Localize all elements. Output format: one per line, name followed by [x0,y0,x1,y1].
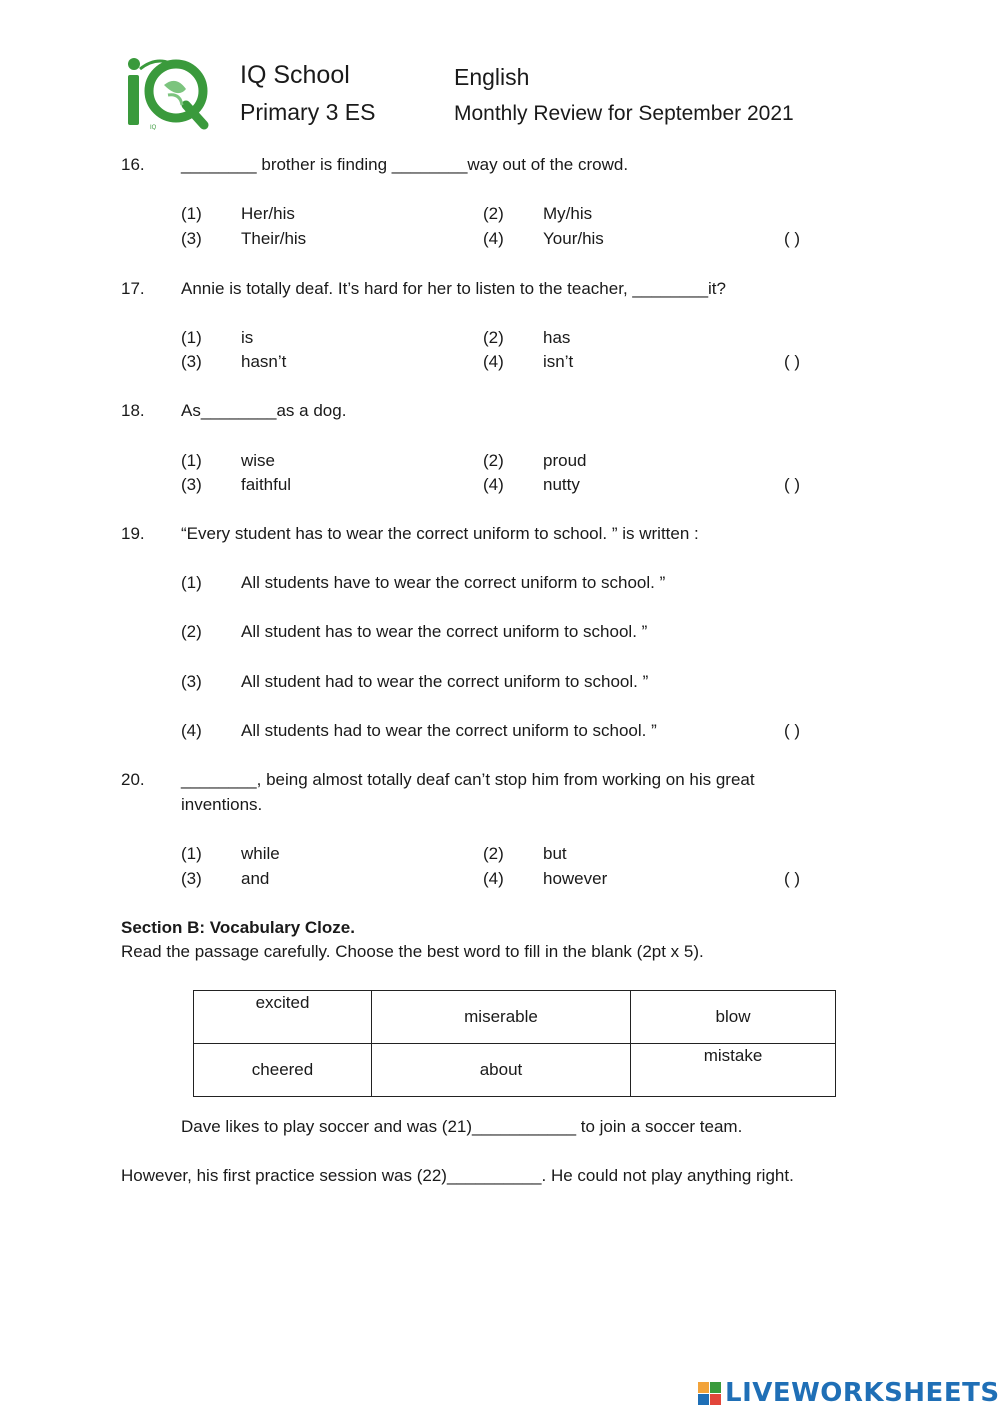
option-number: (4) [483,352,504,371]
section-b-instruction: Read the passage carefully. Choose the best word to fill in the blank (2pt x 5). [121,942,704,961]
question-text: “Every student has to wear the correct uniform to school. ” is written : [181,524,699,543]
option-number: (2) [483,204,504,223]
option-text[interactable]: Their/his [241,229,307,248]
question-text: ________ brother is finding ________way out of the crowd. [181,155,629,174]
answer-blank[interactable]: ( ) [784,229,801,248]
answer-blank[interactable]: ( ) [784,721,801,740]
option-number: (1) [181,573,202,592]
section-b-title: Section B: Vocabulary Cloze. [121,918,355,937]
liveworksheets-brand: LIVEWORKSHEETS [725,1378,1000,1408]
question-number: 18. [121,401,145,420]
option-number: (2) [483,328,504,347]
option-number: (3) [181,229,202,248]
question-text-continued: inventions. [181,795,263,814]
liveworksheets-logo-icon [698,1382,721,1405]
option-text[interactable]: Her/his [241,204,295,223]
option-number: (1) [181,204,202,223]
question-text: Annie is totally deaf. It’s hard for her to listen to the teacher, ________it? [181,279,726,298]
option-text[interactable]: however [543,869,608,888]
option-text[interactable]: has [543,328,571,347]
school-name: IQ School [240,61,350,89]
option-text[interactable]: wise [241,451,276,470]
grade-label: Primary 3 ES [240,99,376,125]
option-text[interactable]: hasn’t [241,352,287,371]
option-number: (3) [181,475,202,494]
logo-text: IQ [150,125,157,130]
option-number: (2) [483,844,504,863]
question-text: As________as a dog. [181,401,347,420]
passage-line: However, his first practice session was (22)__________. He could not play anything right. [121,1166,794,1185]
question-text: ________, being almost totally deaf can’t stop him from working on his great [181,770,755,789]
word-bank-cell: miserable [372,991,631,1044]
option-text[interactable]: Your/his [543,229,604,248]
option-number: (4) [483,869,504,888]
option-text[interactable]: All student has to wear the correct uniform to school. ” [241,622,648,641]
answer-blank[interactable]: ( ) [784,869,801,888]
option-text[interactable]: isn’t [543,352,574,371]
option-number: (3) [181,869,202,888]
option-number: (3) [181,672,202,691]
liveworksheets-watermark [698,1378,1000,1408]
question-number: 17. [121,279,145,298]
word-bank-cell: about [372,1044,631,1097]
passage-line: Dave likes to play soccer and was (21)___________ to join a soccer team. [181,1117,743,1136]
word-bank-cell: cheered [194,1044,372,1097]
option-number: (4) [483,475,504,494]
option-number: (2) [483,451,504,470]
answer-blank[interactable]: ( ) [784,352,801,371]
question-number: 20. [121,770,145,789]
option-number: (3) [181,352,202,371]
option-text[interactable]: faithful [241,475,292,494]
word-bank-cell: blow [631,991,836,1044]
word-bank-table [193,990,836,1097]
option-text[interactable]: while [241,844,280,863]
iq-school-logo [120,55,210,130]
option-text[interactable]: is [241,328,254,347]
option-number: (4) [483,229,504,248]
option-text[interactable]: but [543,844,567,863]
option-text[interactable]: All students have to wear the correct uniform to school. ” [241,573,666,592]
option-number: (1) [181,451,202,470]
word-bank-cell: mistake [631,1044,836,1097]
question-number: 19. [121,524,145,543]
option-text[interactable]: and [241,869,270,888]
review-title: Monthly Review for September 2021 [454,102,794,125]
option-text[interactable]: nutty [543,475,580,494]
word-bank-cell: excited [194,991,372,1044]
question-number: 16. [121,155,145,174]
option-number: (4) [181,721,202,740]
subject-label: English [454,64,530,90]
option-number: (1) [181,844,202,863]
option-number: (1) [181,328,202,347]
option-number: (2) [181,622,202,641]
option-text[interactable]: All students had to wear the correct uniform to school. ” [241,721,657,740]
option-text[interactable]: All student had to wear the correct uniform to school. ” [241,672,649,691]
option-text[interactable]: My/his [543,204,593,223]
answer-blank[interactable]: ( ) [784,475,801,494]
option-text[interactable]: proud [543,451,587,470]
